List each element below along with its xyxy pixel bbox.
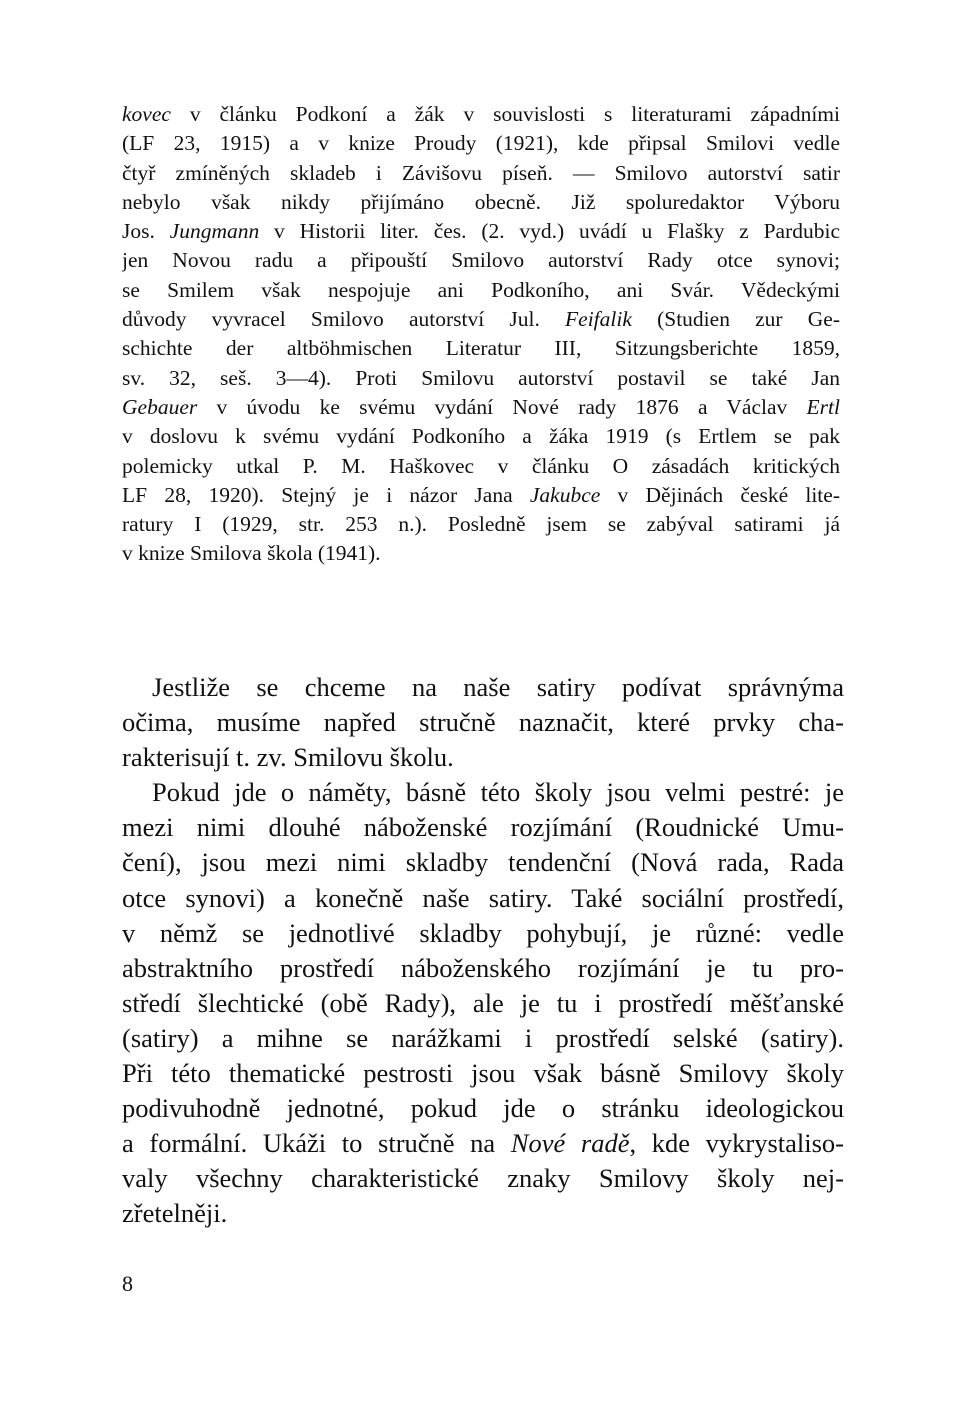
text-run: podivuhodně jednotné, pokud jde o stránku ideologickou — [122, 1093, 844, 1124]
paragraph-line — [122, 1056, 844, 1091]
paragraph-line — [122, 740, 844, 775]
text-run: očima, musíme napřed stručně naznačit, které prvky cha- — [122, 707, 844, 738]
text-run: nebylo však nikdy přijímáno obecně. Již spoluredaktor Výboru — [122, 189, 840, 214]
italic-text: Gebauer — [122, 394, 198, 419]
text-run: v knize Smilova škola (1941). — [122, 541, 381, 566]
text-run: (satiry) a mihne se narážkami i prostředí selské (satiry). — [122, 1022, 844, 1053]
paragraph-line — [122, 916, 844, 951]
footnote-line — [122, 217, 840, 246]
footnote-line — [122, 510, 840, 539]
text-run: čení), jsou mezi nimi skladby tendenční (Nová rada, Rada — [122, 847, 844, 878]
paragraph-line — [122, 881, 844, 916]
italic-text: Ertl — [806, 394, 840, 419]
footnote-line — [122, 422, 840, 451]
text-run: , kde vykrystaliso- — [629, 1128, 844, 1159]
text-run: v Historii liter. čes. (2. vyd.) uvádí u Flašky z Pardubic — [259, 219, 840, 244]
page-number: 8 — [122, 1271, 133, 1296]
text-run: Při této thematické pestrosti jsou však básně Smilovy školy — [122, 1058, 844, 1089]
text-run: v Dějinách české lite- — [600, 482, 840, 507]
paragraph-line — [122, 986, 844, 1021]
text-run: polemicky utkal P. M. Haškovec v článku O zásadách kritických — [122, 453, 840, 478]
text-run: Jos. — [122, 219, 170, 244]
italic-text: Jungmann — [169, 219, 260, 244]
paragraph-line — [122, 1161, 844, 1196]
text-run: abstraktního prostředí náboženského rozjímání je tu pro- — [122, 952, 844, 983]
paragraph-line — [122, 705, 844, 740]
text-run: sv. 32, seš. 3—4). Proti Smilovu autorství postavil se také Jan — [122, 365, 840, 390]
text-run: valy všechny charakteristické znaky Smilovy školy nej- — [122, 1163, 844, 1194]
footnote-line — [122, 452, 840, 481]
italic-text: Jakubce — [529, 482, 601, 507]
footnote-line — [122, 393, 840, 422]
footnote-line — [122, 334, 840, 363]
italic-text: Feifalik — [565, 307, 632, 332]
footnote-line — [122, 159, 840, 188]
paragraph-line — [122, 1091, 844, 1126]
text-run: čtyř zmíněných skladeb i Závišovu píseň. — Smilovo autorství satir — [122, 160, 840, 185]
paragraph-line — [122, 670, 844, 705]
text-run: v doslovu k svému vydání Podkoního a žáka 1919 (s Ertlem se pak — [122, 424, 840, 449]
text-run: jen Novou radu a připouští Smilovo autorství Rady otce synovi; — [122, 248, 840, 273]
text-run: středí šlechtické (obě Rady), ale je tu i prostředí měšťanské — [122, 987, 844, 1018]
text-run: v úvodu ke svému vydání Nové rady 1876 a Václav — [197, 394, 807, 419]
text-run: zřetelněji. — [122, 1198, 228, 1229]
main-text — [122, 670, 844, 1232]
text-run: v článku Podkoní a žák v souvislosti s literaturami západními — [170, 102, 840, 126]
paragraph-line — [122, 845, 844, 880]
text-run: otce synovi) a konečně naše satiry. Také sociální prostředí, — [122, 882, 844, 913]
paragraph-line — [122, 951, 844, 986]
footnote-line — [122, 129, 840, 158]
footnote-line — [122, 481, 840, 510]
text-run: (Studien zur Ge- — [631, 307, 840, 332]
text-run: schichte der altböhmischen Literatur III, Sitzungsberichte 1859, — [122, 336, 840, 361]
footnote-line — [122, 246, 840, 275]
text-run: Jestliže se chceme na naše satiry podívat správnýma — [152, 672, 844, 702]
footnote-line — [122, 276, 840, 305]
footnote-text — [122, 100, 840, 569]
paragraph-line — [122, 1196, 844, 1231]
paragraph-line — [122, 810, 844, 845]
text-run: Pokud jde o náměty, básně této školy jsou velmi pestré: je — [152, 777, 844, 808]
paragraph-line — [122, 775, 844, 810]
text-run: a formální. Ukáži to stručně na — [122, 1128, 511, 1159]
text-run: v němž se jednotlivé skladby pohybují, je různé: vedle — [122, 917, 844, 948]
text-run: ratury I (1929, str. 253 n.). Posledně jsem se zabýval satirami já — [122, 512, 840, 537]
text-run: LF 28, 1920). Stejný je i názor Jana — [122, 482, 530, 507]
text-run: důvody vyvracel Smilovo autorství Jul. — [122, 307, 566, 332]
text-run: (LF 23, 1915) a v knize Proudy (1921), kde připsal Smilovi vedle — [122, 131, 840, 156]
text-run: se Smilem však nespojuje ani Podkoního, ani Svár. Vědeckými — [122, 277, 840, 302]
footnote-line — [122, 100, 840, 129]
text-run: rakterisují t. zv. Smilovu školu. — [122, 742, 454, 773]
italic-text: kovec — [122, 102, 171, 126]
text-run: mezi nimi dlouhé náboženské rozjímání (Roudnické Umu- — [122, 812, 844, 843]
footnote-line — [122, 539, 840, 568]
italic-text: Nové radě — [510, 1128, 630, 1159]
footnote-line — [122, 305, 840, 334]
paragraph-line — [122, 1126, 844, 1161]
footnote-line — [122, 188, 840, 217]
paragraph-line — [122, 1021, 844, 1056]
footnote-line — [122, 364, 840, 393]
